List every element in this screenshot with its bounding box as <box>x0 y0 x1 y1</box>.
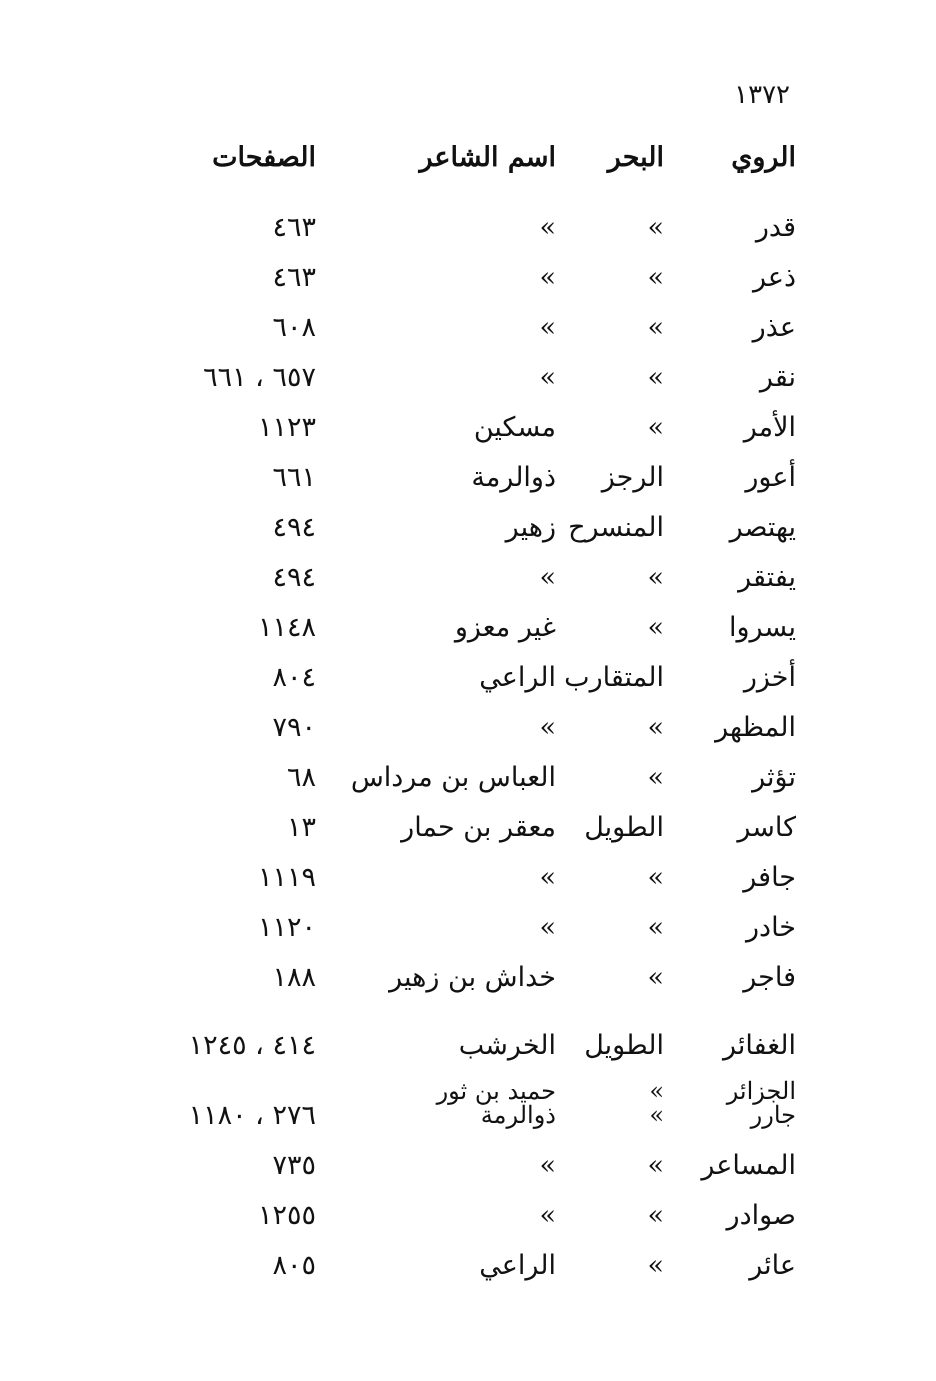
row-poet: » <box>539 262 556 293</box>
row-pages: ١١٢٣ <box>257 412 316 443</box>
row-poet: » <box>539 912 556 943</box>
row-poet: الراعي <box>479 1250 556 1281</box>
row-poet: » <box>539 862 556 893</box>
row-poet-bottom: ذوالرمة <box>480 1101 556 1129</box>
row-rawi: الغفائر <box>722 1030 796 1061</box>
row-rawi: صوادر <box>726 1200 796 1231</box>
row-rawi: تؤثر <box>752 762 796 793</box>
row-bahr: الطويل <box>584 812 664 843</box>
row-pages: ٧٩٠ <box>272 712 316 743</box>
row-pages: ٦٦١ <box>272 462 316 493</box>
row-poet: » <box>539 312 556 343</box>
row-pages: ٦٨ <box>286 762 316 793</box>
row-rawi: نقر <box>759 362 796 393</box>
row-bahr: » <box>647 862 664 893</box>
row-pages: ٨٠٥ <box>272 1250 316 1281</box>
row-poet: » <box>539 1200 556 1231</box>
row-poet: » <box>539 562 556 593</box>
row-poet-top: حميد بن ثور <box>436 1077 556 1105</box>
row-bahr: » <box>647 262 664 293</box>
header-rawi: الروي <box>731 142 796 173</box>
row-bahr: » <box>647 1250 664 1281</box>
row-rawi: يسروا <box>728 612 796 643</box>
row-poet: العباس بن مرداس <box>350 762 556 793</box>
row-rawi: عذر <box>752 312 796 343</box>
row-pages: ٤٩٤ <box>272 512 316 543</box>
row-bahr: » <box>647 412 664 443</box>
row-rawi: المظهر <box>715 712 796 743</box>
row-bahr: » <box>647 962 664 993</box>
row-pages: ٦٠٨ <box>272 312 316 343</box>
row-rawi-bottom: جارر <box>750 1101 796 1129</box>
row-poet: زهير <box>505 512 556 543</box>
row-rawi: يهتصر <box>729 512 796 543</box>
row-bahr: » <box>647 912 664 943</box>
row-rawi: ذعر <box>752 262 796 293</box>
row-poet: مسكين <box>473 412 556 443</box>
row-bahr: » <box>647 762 664 793</box>
row-pages: ١٢٥٥ <box>257 1200 316 1231</box>
row-rawi: أخزر <box>743 662 796 693</box>
row-bahr: » <box>647 712 664 743</box>
row-poet: » <box>539 1150 556 1181</box>
row-rawi: جافر <box>743 862 796 893</box>
row-bahr: المنسرح <box>568 512 664 543</box>
row-pages: ١١١٩ <box>257 862 316 893</box>
row-pages: ١٣ <box>286 812 316 843</box>
row-bahr-bottom: » <box>649 1101 664 1129</box>
row-poet: » <box>539 212 556 243</box>
row-pages: ٤١٤ ، ١٢٤٥ <box>188 1030 316 1061</box>
row-rawi: أعور <box>745 462 796 493</box>
row-poet: ذوالرمة <box>471 462 556 493</box>
row-pages: ٢٧٦ ، ١١٨٠ <box>188 1100 316 1131</box>
row-pages: ١١٤٨ <box>257 612 316 643</box>
row-pages: ٤٦٣ <box>272 262 316 293</box>
row-rawi: يفتقر <box>738 562 796 593</box>
row-pages: ١٨٨ <box>272 962 316 993</box>
row-rawi: الأمر <box>743 412 796 443</box>
row-bahr: » <box>647 612 664 643</box>
row-pages: ٦٥٧ ، ٦٦١ <box>203 362 316 393</box>
row-pages: ٨٠٤ <box>272 662 316 693</box>
page-number: ١٣٧٢ <box>734 80 790 110</box>
row-rawi: عائر <box>749 1250 796 1281</box>
row-pages: ١١٢٠ <box>257 912 316 943</box>
header-poet: اسم الشاعر <box>419 142 556 173</box>
row-rawi: كاسر <box>737 812 796 843</box>
row-bahr: » <box>647 1150 664 1181</box>
row-poet: » <box>539 362 556 393</box>
row-pages: ٤٩٤ <box>272 562 316 593</box>
row-poet: » <box>539 712 556 743</box>
row-pages: ٧٣٥ <box>272 1150 316 1181</box>
row-bahr: » <box>647 1200 664 1231</box>
row-bahr: » <box>647 212 664 243</box>
row-rawi-top: الجزائر <box>726 1077 796 1105</box>
row-bahr: » <box>647 362 664 393</box>
row-poet: غير معزو <box>454 612 556 643</box>
row-rawi: فاجر <box>743 962 796 993</box>
row-rawi: المساعر <box>701 1150 796 1181</box>
row-rawi: خادر <box>746 912 796 943</box>
row-rawi: قدر <box>755 212 796 243</box>
row-poet: الخرشب <box>458 1030 556 1061</box>
row-bahr: » <box>647 312 664 343</box>
row-bahr-top: » <box>649 1077 664 1105</box>
row-pages: ٤٦٣ <box>272 212 316 243</box>
row-poet: خداش بن زهير <box>389 962 556 993</box>
header-pages: الصفحات <box>212 142 316 173</box>
row-bahr: الرجز <box>601 462 664 493</box>
row-bahr: » <box>647 562 664 593</box>
row-bahr: المتقارب <box>564 662 664 693</box>
row-poet: معقر بن حمار <box>401 812 556 843</box>
header-bahr: البحر <box>607 142 664 173</box>
row-bahr: الطويل <box>584 1030 664 1061</box>
row-poet: الراعي <box>479 662 556 693</box>
